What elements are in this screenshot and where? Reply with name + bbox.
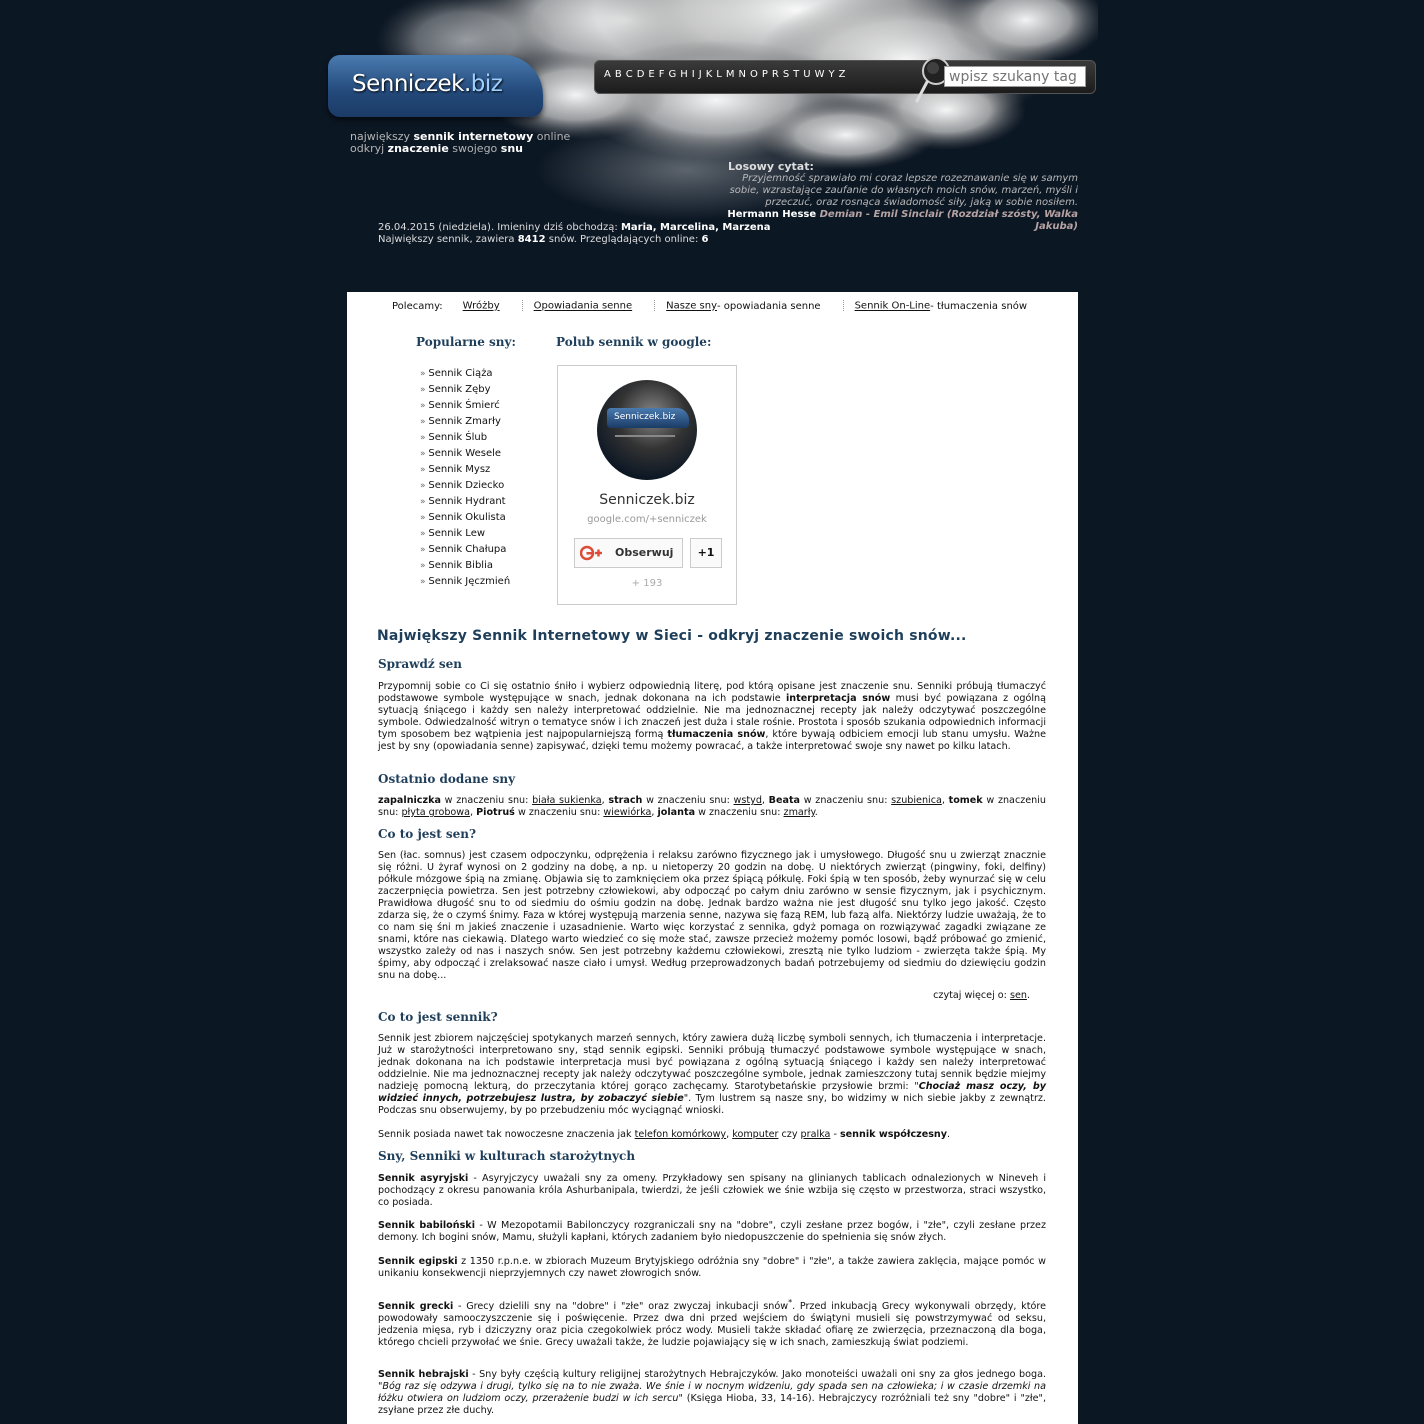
letter-link-a[interactable]: A: [604, 69, 611, 80]
heading-ancient-cultures: Sny, Senniki w kulturach starożytnych: [378, 1149, 636, 1163]
letter-link-b[interactable]: B: [614, 69, 622, 80]
popular-dreams-list: [420, 366, 510, 590]
popular-dream-link[interactable]: » Sennik Ślub: [420, 430, 510, 446]
random-quote-label: Losowy cytat:: [728, 160, 814, 173]
paragraph-what-is-dream: Sen (łac. somnus) jest czasem odpoczynku, odprężenia i relaksu zarówno fizycznego jak i umysłowego. Długość snu u zwierząt znacznie się różni. U żyraf wynosi on 2 godziny na dobę, a np. u nietoperzy 20 godzin na dobę. U niektórych zwierząt (pingwiny, foki, delfiny) półkule mózgowe śpią na zmianę. Objawia się to zamknięciem oka przez śpiącą półkulę. Foki śpią w ten sposób, żeby wynurzać się w celu zaczerpnięcia powietrza. Sen jest potrzebny człowiekowi, aby odpocząć po całym dniu zarówno w sensie fizycznym, jak i psychicznym. Prawidłowa długość snu to od siedmiu do ośmiu godzin na dobę. Jednak bardzo ważna nie jest długość snu tylko jego jakość. Często zdarza się, że o czymś śnimy. Faza w której występują marzenia senne, nazywa się fazą REM, lub fazą alfa. Niektórzy ludzie uważają, że to co nam się śni m jakieś znaczenie i uzasadnienie. Warto więc korzystać z sennika, gdyż pomaga on rozwiązywać zagadki związane ze snami, które nas ciekawią. Dlatego warto wiedzieć co się może stać, zawsze przecież możemy pomóc losowi, bądź próbować go zmienić, wszystko zależy od nas i naszych snów. Sen jest potrzebny każdemu człowiekowi, zresztą nie tylko ludziom - zwierzęta także śpią. My śpimy, aby odpocząć i zrelaksować nasze ciało i umysł. Według przeprowadzonych badań potrzebujemy od siedmiu do dziewięciu godzin snu na dobę...: [378, 850, 1046, 981]
recommended-link-opowiadania[interactable]: Opowiadania senne: [533, 300, 633, 312]
paragraph-sennik-egipski: Sennik egipski z 1350 r.p.n.e. w zbiorach Muzeum Brytyjskiego odróżnia sny "dobre" i "złe", a także zawiera zaklęcia, mające pomóc w unikaniu konsekwencji nieprzyjemnych czy nawet złowrogich snów.: [378, 1256, 1046, 1279]
letter-link-w[interactable]: W: [814, 69, 825, 80]
letter-link-l[interactable]: L: [716, 69, 722, 80]
recent-dream-link[interactable]: płyta grobowa: [401, 807, 471, 818]
read-more-link-sen[interactable]: sen: [1009, 990, 1027, 1001]
main-title: Największy Sennik Internetowy w Sieci - odkryj znaczenie swoich snów...: [377, 628, 967, 644]
recent-dreams-list: zapalniczka w znaczeniu snu: biała sukienka, strach w znaczeniu snu: wstyd, Beata w znaczeniu snu: szubienica, tomek w znaczeniu snu: płyta grobowa, Piotruś w znaczeniu snu: wiewiórka, jolanta w znaczeniu snu: zmarły.: [378, 795, 1046, 818]
google-plus-badge: [557, 365, 737, 605]
follow-label: Obserwuj: [615, 546, 674, 559]
letter-link-g[interactable]: G: [668, 69, 677, 80]
recommended-link-wrozby[interactable]: Wróżby: [462, 300, 500, 312]
popular-dream-link[interactable]: » Sennik Dziecko: [420, 478, 510, 494]
search-input[interactable]: [944, 66, 1086, 87]
letter-link-d[interactable]: D: [636, 69, 645, 80]
content-area: [347, 292, 1078, 1424]
letter-link-u[interactable]: U: [803, 69, 811, 80]
google-page-url[interactable]: google.com/+senniczek: [587, 514, 707, 525]
paragraph-what-is-sennik: Sennik jest zbiorem najczęściej spotykanych marzeń sennych, który zawiera dużą liczbę symboli sennych, ich tłumaczenia i interpretacje. Już w starożytności interpretowano sny, stąd sennik egipski. Senniki próbują tłumaczyć podstawowe symbole występujące w snach, jednak dokonana na ich podstawie interpretacja musi być powiązana z ogólną sytuacją śniącego i każdy sen należy interpretować oddzielnie. Nie ma jednoznacznej recepty jak należy odczytywać poszczególne symbole, jednak zamieszczony tutaj sennik będzie miejmy nadzieję pomocną lekturą, do przeczytania której gorąco zachęcamy. Starotybetańskie przysłowie brzmi: "Chociaż masz oczy, by widzieć innych, potrzebujesz lustra, by zobaczyć siebie". Tym lustrem są nasze sny, bo widzimy w nich siebie jakby z zewnątrz. Podczas snu obserwujemy, by po przebudzeniu móc wyciągnąć wnioski.: [378, 1033, 1046, 1116]
recent-author: jolanta: [657, 807, 696, 818]
popular-dream-link[interactable]: » Sennik Śmierć: [420, 398, 510, 414]
popular-dream-link[interactable]: » Sennik Lew: [420, 526, 510, 542]
followers-count: + 193: [631, 578, 663, 589]
random-quote-text: Przyjemność sprawiało mi coraz lepsze rozeznawanie się w samym sobie, wzrastające zaufanie do własnych moich snów, marzeń, myśli i przeczuć, oraz rosnąca świadomość siły, jaką w sobie nosiłem.: [729, 173, 1078, 208]
letter-link-z[interactable]: Z: [838, 69, 846, 80]
popular-dream-link[interactable]: » Sennik Jęczmień: [420, 574, 510, 590]
stats-line: Największy sennik, zawiera 8412 snów. Przeglądających online: 6: [378, 234, 709, 245]
letter-link-p[interactable]: P: [761, 69, 768, 80]
recent-author: tomek: [948, 795, 983, 806]
recent-dream-link[interactable]: wiewiórka: [603, 807, 652, 818]
recent-author: strach: [608, 795, 643, 806]
popular-dream-link[interactable]: » Sennik Wesele: [420, 446, 510, 462]
popular-dream-link[interactable]: » Sennik Biblia: [420, 558, 510, 574]
letter-link-e[interactable]: E: [648, 69, 655, 80]
recommended-links-bar: Polecamy: Wróżby Opowiadania senne Nasze sny- opowiadania senne Sennik On-Line- tłumaczenia snów: [392, 300, 1028, 312]
recent-author: zapalniczka: [378, 795, 441, 806]
quote-book: Demian - Emil Sinclair (Rozdział szósty, Walka Jakuba): [819, 209, 1078, 232]
google-avatar[interactable]: [597, 380, 697, 480]
letter-link-n[interactable]: N: [738, 69, 746, 80]
popular-dream-link[interactable]: » Sennik Okulista: [420, 510, 510, 526]
paragraph-modern-sennik: Sennik posiada nawet tak nowoczesne znaczenia jak telefon komórkowy, komputer czy pralka - sennik współczesny.: [378, 1129, 951, 1140]
alphabet-letters: [604, 69, 849, 80]
popular-dream-link[interactable]: » Sennik Chałupa: [420, 542, 510, 558]
popular-dream-link[interactable]: » Sennik Ciąża: [420, 366, 510, 382]
google-heading: Polub sennik w google:: [556, 335, 712, 349]
recent-dream-link[interactable]: wstyd: [733, 795, 762, 806]
letter-link-o[interactable]: O: [749, 69, 758, 80]
letter-link-j[interactable]: J: [698, 69, 702, 80]
google-plus-icon: [580, 545, 602, 561]
recommended-link-nasze-sny[interactable]: Nasze sny: [666, 300, 718, 312]
recommended-link-sennik-online[interactable]: Sennik On-Line: [854, 300, 931, 312]
quote-author: Hermann Hesse: [727, 209, 817, 220]
plus-one-button[interactable]: +1: [690, 538, 722, 568]
recent-author: Piotruś: [476, 807, 515, 818]
popular-dreams-heading: Popularne sny:: [416, 335, 516, 349]
heading-check-dream: Sprawdź sen: [378, 657, 462, 671]
random-quote-source: [720, 209, 1078, 233]
avatar-logo-text: Senniczek.biz: [614, 412, 676, 422]
letter-link-m[interactable]: M: [725, 69, 735, 80]
letter-link-i[interactable]: I: [691, 69, 695, 80]
recent-author: Beata: [768, 795, 801, 806]
letter-link-r[interactable]: R: [771, 69, 779, 80]
paragraph-sennik-asyryjski: Sennik asyryjski - Asyryjczycy uważali sny za omeny. Przykładowy sen spisany na glinianych tablicach odnalezionych w Nineveh i pochodzący z okresu panowania króla Ashurbanipala, twierdzi, że jeśli człowiek we śnie wzbija się często w przestworza, straci wszystko, co posiada.: [378, 1173, 1046, 1208]
popular-dream-link[interactable]: » Sennik Mysz: [420, 462, 510, 478]
heading-what-is-dream: Co to jest sen?: [378, 827, 477, 841]
letter-link-s[interactable]: S: [782, 69, 790, 80]
letter-link-f[interactable]: F: [658, 69, 665, 80]
paragraph-sennik-grecki: Sennik grecki - Grecy dzielili sny na "dobre" i "złe" oraz zwyczaj inkubacji snów*. Przed inkubacją Grecy wykonywali obrzędy, które powodowały samooczyszczenie się i poświęcenie. Przez dwa dni przed wejściem do świątyni musieli się powstrzymywać od seksu, jedzenia mięsa, ryb i dziczyzny oraz picia czegokolwiek prócz wody. Musieli także składać ofiarę ze zwierzęcia, przeznaczoną dla boga, którego chcieli przywołać we śnie. Grecy uważali także, że ludzie pojawiający się w ich snach, zamieszkują świat podziemi.: [378, 1298, 1046, 1349]
popular-dream-link[interactable]: » Sennik Zęby: [420, 382, 510, 398]
link-komputer[interactable]: komputer: [732, 1129, 779, 1140]
site-logo[interactable]: [328, 55, 543, 117]
recent-dream-link[interactable]: biała sukienka: [532, 795, 602, 806]
read-more: czytaj więcej o: sen.: [933, 990, 1030, 1001]
link-telefon[interactable]: telefon komórkowy: [634, 1129, 727, 1140]
follow-button[interactable]: [574, 538, 683, 568]
letter-link-t[interactable]: T: [793, 69, 800, 80]
google-page-name[interactable]: Senniczek.biz: [599, 492, 695, 508]
heading-what-is-sennik: Co to jest sennik?: [378, 1010, 498, 1024]
popular-dream-link[interactable]: » Sennik Hydrant: [420, 494, 510, 510]
letter-link-y[interactable]: Y: [828, 69, 835, 80]
recommended-label: Polecamy:: [392, 300, 443, 312]
date-nameday-line: 26.04.2015 (niedziela). Imieniny dziś obchodzą: Maria, Marcelina, Marzena: [378, 222, 771, 233]
paragraph-sennik-hebrajski: Sennik hebrajski - Sny były częścią kultury religijnej starożytnych Hebrajczyków. Jako monoteiści uważali oni sny za głos jednego boga. "Bóg raz się odzywa i drugi, tylko się na to nie zważa. We śnie i w nocnym widzeniu, gdy spada sen na człowieka; i w czasie drzemki na łóżku otwiera on ludziom oczy, przerażenie budzi w ich sercu" (Księga Hioba, 33, 14-16). Hebrajczycy rozróżniali też sny "dobre" i "złe", zsyłane przez złe duchy.: [378, 1369, 1046, 1416]
logo-text[interactable]: Senniczek.biz: [352, 71, 503, 97]
popular-dream-link[interactable]: » Sennik Zmarły: [420, 414, 510, 430]
recent-dream-link[interactable]: szubienica: [891, 795, 942, 806]
tagline-line-1: największy sennik internetowy online: [350, 130, 571, 143]
paragraph-sennik-babilonski: Sennik babiloński - W Mezopotamii Babilonczycy rozgraniczali sny na "dobre", czyli zesłane przez bogów, i "złe", czyli zesłane przez demony. Ich bogini snów, Mamu, służyli kapłani, których zadaniem było niedopuszczenie do spełnienia się snów złych.: [378, 1220, 1046, 1243]
tagline-line-2: odkryj znaczenie swojego snu: [350, 142, 523, 155]
letter-link-c[interactable]: C: [625, 69, 633, 80]
heading-recent-dreams: Ostatnio dodane sny: [378, 772, 516, 786]
link-pralka[interactable]: pralka: [800, 1129, 831, 1140]
recent-dream-link[interactable]: zmarły: [783, 807, 815, 818]
avatar-tagline: [615, 435, 675, 437]
letter-link-h[interactable]: H: [680, 69, 688, 80]
paragraph-check-dream: Przypomnij sobie co Ci się ostatnio śniło i wybierz odpowiednią literę, pod którą opisane jest znaczenie snu. Senniki próbują tłumaczyć podstawowe symbole występujące w snach, jednak dokonana na ich podstawie interpretacja snów musi być powiązana z ogólną sytuacją śniącego i każdy sen należy interpretować oddzielnie. Nie ma jednoznacznej recepty jak należy odczytywać poszczególne symbole. Odwiedzalność witryn o tematyce snów i ich znaczeń jest duża i stale rośnie. Prostota i sposób szukania odpowiednich informacji tym sposobem bez wątpienia jest najpopularniejszą formą tłumaczenia snów, które bywają odbiciem emocji lub stanu umysłu. Ważne jest by sny (opowiadania senne) zapisywać, dzięki temu możemy powracać, a także interpretować swoje sny nawet po kilku latach.: [378, 681, 1047, 752]
letter-link-k[interactable]: K: [705, 69, 713, 80]
